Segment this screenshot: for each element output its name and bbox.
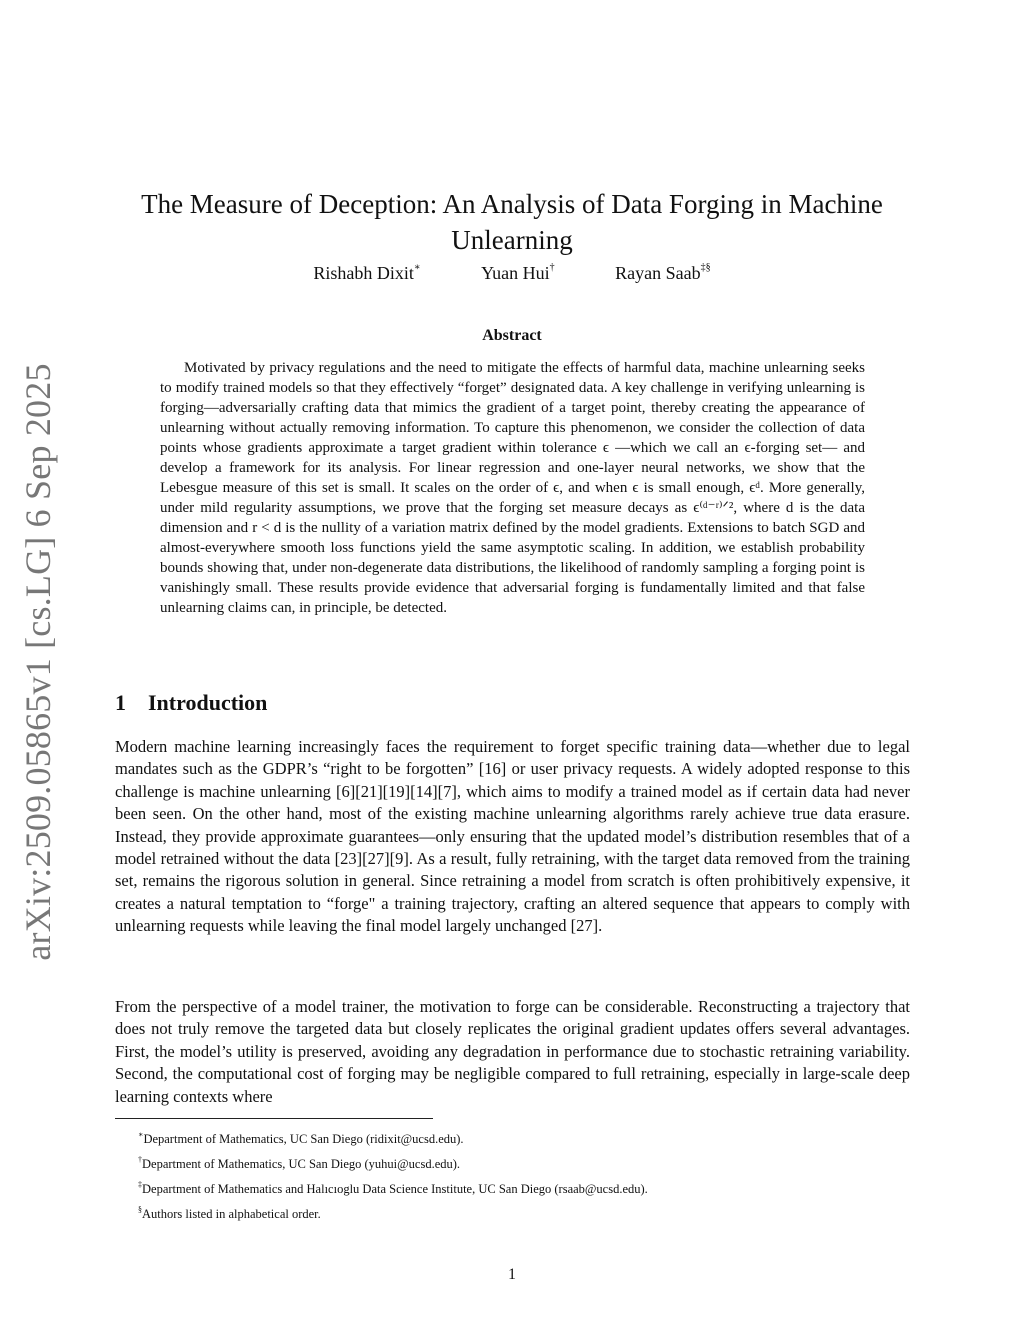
section-title: Introduction [148, 690, 268, 715]
section-heading-introduction [115, 690, 267, 716]
author-list [140, 263, 884, 284]
footnote [138, 1125, 898, 1150]
arxiv-identifier-stamp: arXiv:2509.05865v1 [cs.LG] 6 Sep 2025 [18, 363, 58, 961]
footnotes [138, 1125, 898, 1226]
author-name: Yuan Hui [481, 263, 550, 283]
author-1 [313, 263, 420, 284]
footnote [138, 1175, 898, 1200]
paper-title: The Measure of Deception: An Analysis of Data Forging in Machine Unlearning [141, 189, 883, 255]
author-3 [615, 263, 710, 284]
author-name: Rayan Saab [615, 263, 701, 283]
footnote-text: Department of Mathematics, UC San Diego (yuhui@ucsd.edu). [142, 1157, 461, 1172]
section-number: 1 [115, 690, 126, 715]
footnote [138, 1150, 898, 1175]
page-number: 1 [508, 1266, 516, 1283]
footnote-text: Department of Mathematics and Halıcıoglu Data Science Institute, UC San Diego (rsaab@ucsd.edu). [142, 1182, 648, 1197]
author-affiliation-mark: † [549, 262, 555, 273]
footnote-mark: † [138, 1155, 142, 1165]
author-2 [481, 263, 555, 284]
footnote-text: Department of Mathematics, UC San Diego (ridixit@ucsd.edu). [143, 1132, 464, 1147]
body-paragraph: From the perspective of a model trainer, the motivation to forge can be considerable. Reconstructing a trajectory that does not truly remove the targeted data but closely replicates the original gradient updates offers several advantages. First, the model’s utility is preserved, avoiding any degradation in performance due to stochastic retraining variability. Second, the computational cost of forging may be negligible compared to full retraining, especially in large-scale deep learning contexts where [115, 997, 910, 1106]
body-paragraph: Modern machine learning increasingly faces the requirement to forget specific training data—whether due to legal mandates such as the GDPR’s “right to be forgotten” [16] or user privacy requests. A widely adopted response to this challenge is machine unlearning [6][21][19][14][7], which aims to modify a trained model as if certain data had never been seen. On the other hand, most of the existing machine unlearning algorithms rarely achieve true data erasure. Instead, they provide approximate guarantees—only ensuring that the updated model’s distribution resembles that of a model retrained without the data [23][27][9]. As a result, fully retraining, with the target data removed from the training set, remains the rigorous solution in general. Since retraining a model from scratch is often prohibitively expensive, it creates a natural temptation to “forge" a training trajectory, crafting an altered sequence that appears to comply with unlearning requests while leaving the final model largely unchanged [27]. [115, 737, 910, 936]
abstract-text: Motivated by privacy regulations and the need to mitigate the effects of harmful data, machine unlearning seeks to modify trained models so that they effectively “forget” designated data. A key challenge in verifying unlearning is forging—adversarially crafting data that mimics the gradient of a target point, thereby creating the appearance of unlearning without actually removing information. To capture this phenomenon, we consider the collection of data points whose gradients approximate a target gradient within tolerance ϵ —which we call an ϵ-forging set— and develop a framework for its analysis. For linear regression and one-layer neural networks, we show that the Lebesgue measure of this set is small. It scales on the order of ϵ, and when ϵ is small enough, ϵᵈ. More generally, under mild regularity assumptions, we prove that the forging set measure decays as ϵ⁽ᵈ⁻ʳ⁾ᐟ², where d is the data dimension and r < d is the nullity of a variation matrix defined by the model gradients. Extensions to batch SGD and almost-everywhere smooth loss functions yield the same asymptotic scaling. In addition, we establish probability bounds showing that, under non-degenerate data distributions, the likelihood of randomly sampling a forging point is vanishingly small. These results provide evidence that adversarial forging is fundamentally limited and that false unlearning claims can, in principle, be detected. [160, 360, 865, 616]
footnote [138, 1200, 898, 1225]
abstract-heading: Abstract [482, 327, 542, 344]
footnote-text: Authors listed in alphabetical order. [142, 1207, 321, 1222]
footnote-divider [115, 1118, 433, 1119]
author-affiliation-mark: ‡§ [700, 262, 711, 273]
author-affiliation-mark: ∗ [413, 262, 421, 273]
footnote-mark: ‡ [138, 1180, 142, 1190]
footnote-mark: § [138, 1205, 142, 1215]
footnote-mark: ∗ [138, 1130, 144, 1139]
author-name: Rishabh Dixit [313, 263, 414, 283]
